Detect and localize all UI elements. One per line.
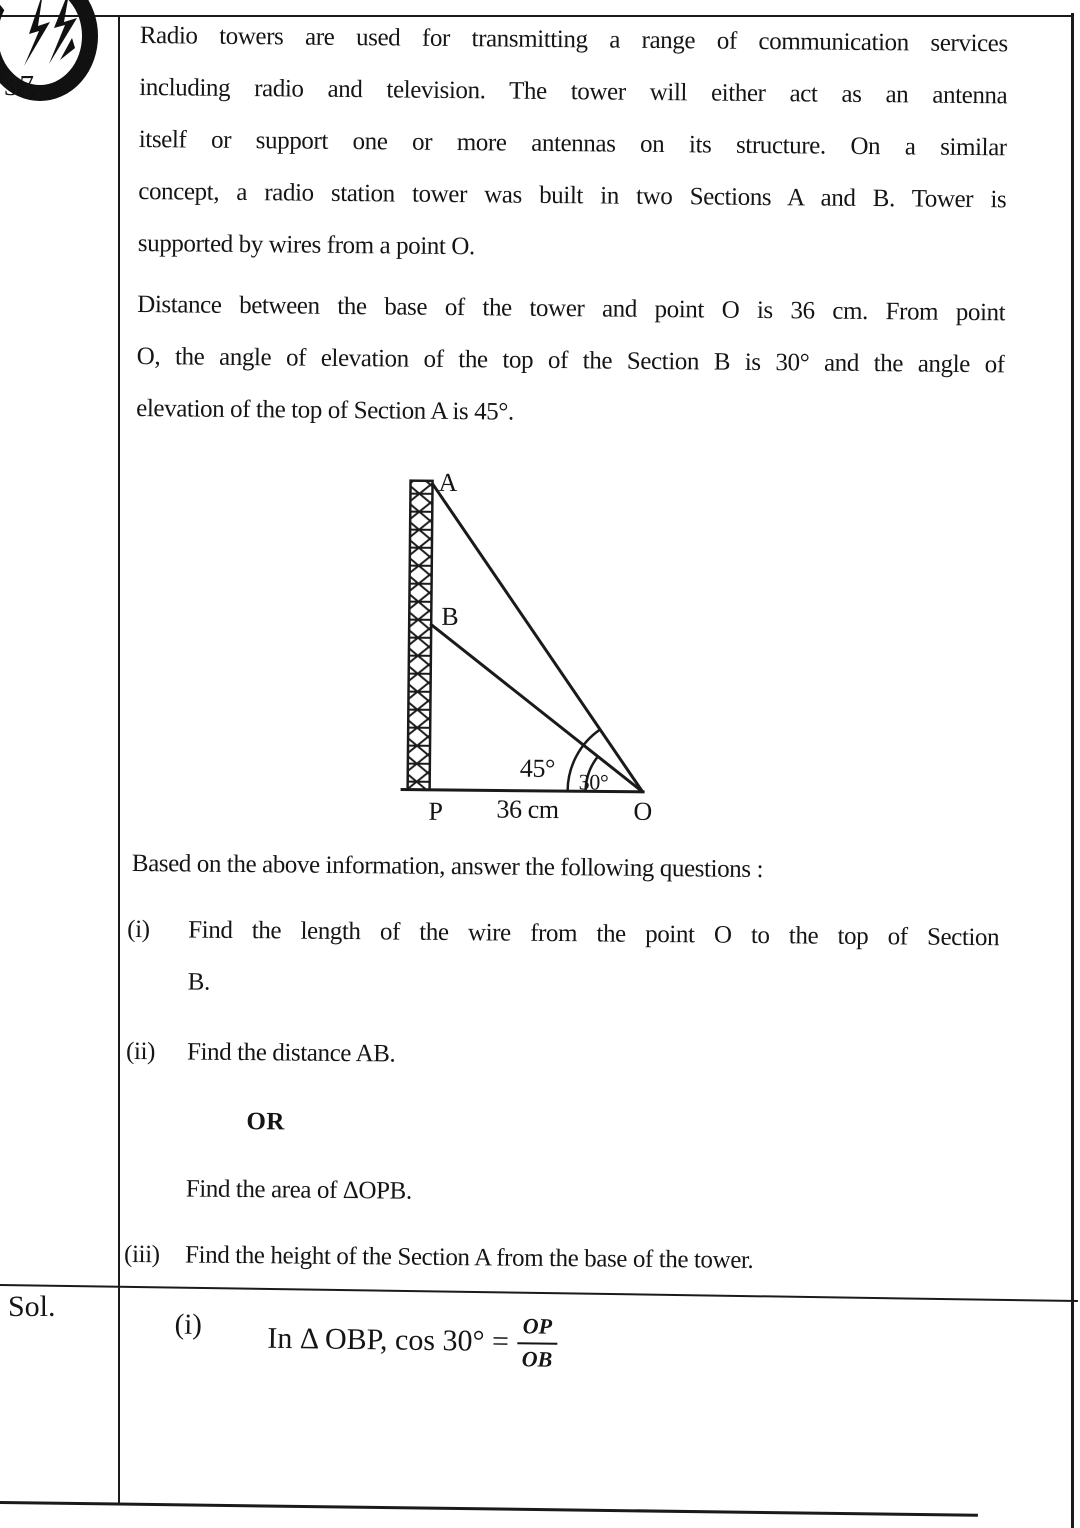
tower-diagram bbox=[372, 457, 696, 840]
intro-paragraph bbox=[138, 10, 1008, 278]
paragraph-line: elevation of the top of Section A is 45°. bbox=[136, 394, 514, 426]
paragraph-line: itself or support one or more antennas on its structure. On a similar bbox=[138, 125, 1007, 162]
solution-item-number: (i) bbox=[174, 1308, 203, 1341]
questions-intro-line: Based on the above information, answer the following questions : bbox=[131, 849, 764, 884]
question-column-divider bbox=[118, 16, 120, 1504]
question-item-iii bbox=[124, 1229, 996, 1289]
base-length-label: 36 cm bbox=[496, 794, 559, 825]
angle-45-label: 45° bbox=[519, 753, 556, 784]
fraction-denominator: OB bbox=[521, 1345, 553, 1372]
paragraph-line: O, the angle of elevation of the top of the Section B is 30° and the angle of bbox=[136, 342, 1005, 379]
paragraph-line: Radio towers are used for transmitting a range of communication services bbox=[139, 21, 1008, 58]
item-number: (i) bbox=[127, 915, 150, 944]
point-a-label: A bbox=[438, 467, 458, 498]
item-number: (ii) bbox=[125, 1037, 156, 1066]
point-p-label: P bbox=[428, 796, 443, 826]
question-line: B. bbox=[187, 968, 211, 996]
wire-oa bbox=[430, 484, 646, 795]
wires-and-ground bbox=[401, 484, 648, 795]
sol-label: Sol. bbox=[8, 1290, 56, 1323]
formula-lead: In Δ OBP, cos 30° = bbox=[267, 1321, 510, 1359]
question-item-ii bbox=[125, 1026, 998, 1086]
paragraph-line: including radio and television. The tower will either act as an antenna bbox=[139, 73, 1008, 110]
fraction-op-ob bbox=[517, 1312, 558, 1372]
question-line: Find the distance AB. bbox=[186, 1038, 396, 1068]
point-b-label: B bbox=[441, 601, 459, 632]
measurement-paragraph bbox=[136, 279, 1005, 443]
question-line: Find the height of the Section A from the base of the tower. bbox=[184, 1241, 754, 1274]
paragraph-line: concept, a radio station tower was built in two Sections A and B. Tower is bbox=[138, 177, 1007, 214]
question-line: Find the area of ΔOPB. bbox=[185, 1175, 412, 1205]
table-border-bottom bbox=[0, 1501, 978, 1517]
question-number: 37. bbox=[4, 70, 44, 102]
solution-formula bbox=[267, 1296, 558, 1386]
paragraph-line: supported by wires from a point O. bbox=[137, 229, 475, 261]
or-separator: OR bbox=[246, 1108, 286, 1136]
tower-mast bbox=[408, 481, 433, 790]
question-cell bbox=[124, 18, 1008, 1274]
question-item-ii-alt bbox=[129, 1163, 997, 1223]
point-o-label: O bbox=[633, 796, 652, 826]
solution-cell bbox=[0, 1292, 1080, 1427]
angle-30-label: 30° bbox=[578, 769, 609, 795]
question-item-i bbox=[127, 904, 1000, 1016]
item-number: (iii) bbox=[124, 1240, 160, 1269]
question-line: Find the length of the wire from the point O to the top of Section bbox=[188, 916, 1000, 952]
paragraph-line: Distance between the base of the tower and point O is 36 cm. From point bbox=[137, 290, 1006, 327]
fraction-numerator: OP bbox=[517, 1312, 558, 1344]
